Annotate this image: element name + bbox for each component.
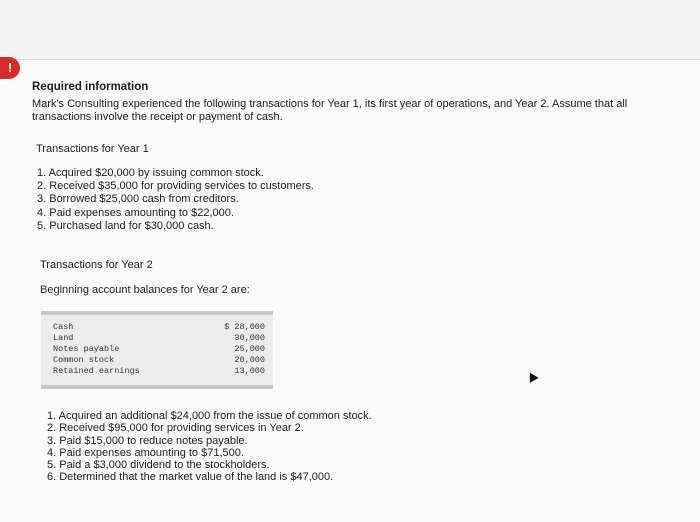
top-strip [0, 0, 700, 59]
section-heading: Required information [32, 81, 149, 93]
account-name: Common stock [53, 355, 115, 365]
account-value: 30,000 [234, 333, 265, 343]
table-row [53, 355, 265, 366]
list-item: 3. Borrowed $25,000 cash from creditors. [37, 193, 239, 206]
account-name: Retained earnings [53, 366, 140, 376]
balances-title: Beginning account balances for Year 2 are: [40, 284, 250, 296]
list-item: 1. Acquired $20,000 by issuing common stock. [37, 167, 264, 179]
list-item: 4. Paid expenses amounting to $71,500. [47, 446, 244, 459]
alert-icon: ! [0, 57, 20, 79]
year1-transaction-list [37, 167, 314, 233]
table-row [53, 344, 265, 355]
list-item: 2. Received $95,000 for providing services in Year 2. [47, 422, 304, 435]
list-item: 6. Determined that the market value of the land is $47,000. [47, 471, 334, 484]
intro-text: Mark's Consulting experienced the following transactions for Year 1, its first year of operations, and Year 2. Assume that all transactions involve the receipt or payment of cash. [32, 98, 628, 123]
account-name: Cash [53, 322, 74, 332]
account-name: Land [53, 333, 74, 343]
list-item: 5. Purchased land for $30,000 cash. [37, 219, 214, 232]
account-value: $ 28,000 [224, 322, 265, 332]
table-row [53, 322, 265, 333]
balances-table [41, 311, 273, 389]
list-item: 3. Paid $15,000 to reduce notes payable. [47, 434, 248, 447]
list-item: 4. Paid expenses amounting to $22,000. [37, 206, 234, 219]
list-item: 1. Acquired an additional $24,000 from the issue of common stock. [47, 410, 372, 422]
table-row [53, 366, 265, 377]
year1-title: Transactions for Year 1 [36, 143, 149, 155]
account-value: 25,000 [234, 344, 265, 354]
year2-title: Transactions for Year 2 [40, 259, 153, 271]
account-name: Notes payable [53, 344, 120, 354]
account-value: 13,000 [234, 366, 265, 376]
table-row [53, 333, 265, 344]
list-item: 2. Received $35,000 for providing services to customers. [37, 180, 314, 193]
account-value: 20,000 [234, 355, 265, 365]
year2-transaction-list [47, 410, 372, 484]
list-item: 5. Paid a $3,000 dividend to the stockholders. [47, 459, 270, 472]
